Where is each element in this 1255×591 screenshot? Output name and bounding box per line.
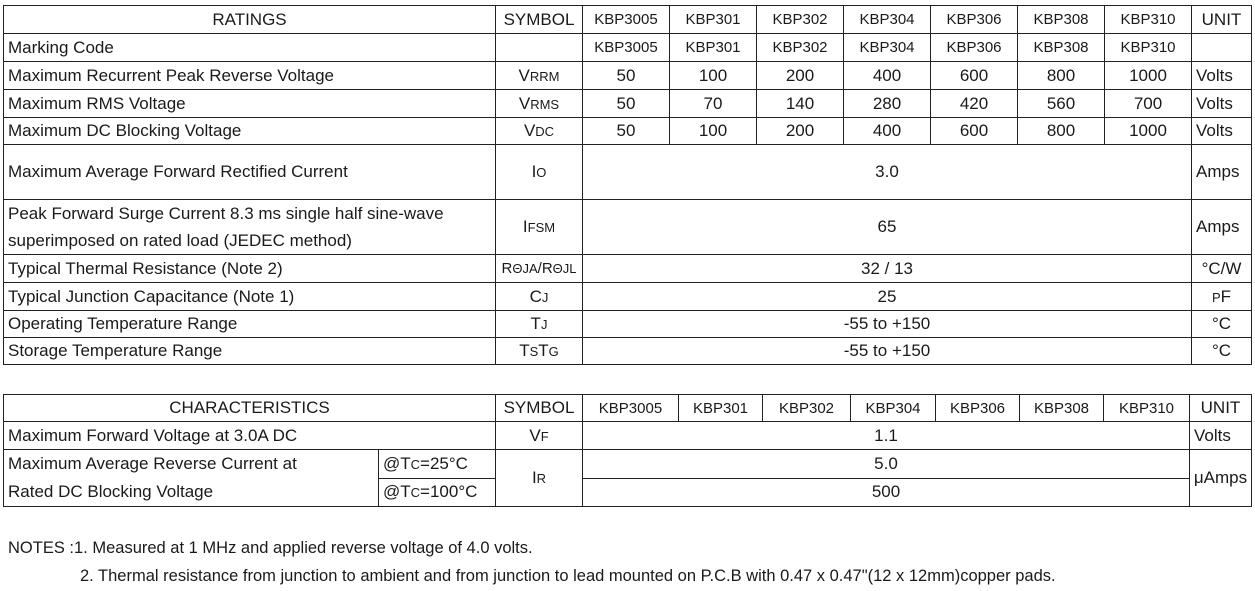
marking-code-cell: KBP302 [757,34,844,62]
symbol-main: T [538,341,549,360]
symbol-main: T [519,341,530,360]
value-cell: 65 [583,200,1192,255]
operating-temp-row [4,311,1252,338]
vf-row [4,422,1252,450]
symbol-separator: / [537,260,542,277]
vrrm-row [4,62,1252,90]
value-cell: 700 [1105,90,1192,118]
model-header: KBP301 [670,6,757,34]
symbol-sub: F [540,428,549,444]
vrms-row [4,90,1252,118]
ratings-header-row [4,6,1252,34]
model-header: KBP302 [763,395,851,422]
row-label: Operating Temperature Range [4,311,496,338]
value-cell: -55 to +150 [583,311,1192,338]
value-cell: 400 [844,118,931,145]
model-header: KBP3005 [583,395,679,422]
condition-sub: C [410,485,421,501]
vdc-row [4,118,1252,145]
model-header: KBP308 [1018,6,1105,34]
condition-cell [379,450,496,479]
symbol-main: C [529,286,542,306]
symbol-main: V [523,121,536,140]
unit-cell: Volts [1192,118,1252,145]
unit-cell: μAmps [1190,450,1252,507]
symbol-main: V [518,93,531,113]
ratings-table [3,5,1252,365]
condition-main: =25°C [420,453,468,473]
symbol-main: R [501,260,513,277]
unit-cell: Volts [1192,90,1252,118]
row-label-line: Maximum Average Reverse Current at [8,454,297,473]
symbol-sub: J [541,289,549,305]
symbol-sub: J [540,317,548,332]
symbol-sub: G [548,344,559,359]
symbol-cell [496,283,583,311]
value-cell: 280 [844,90,931,118]
symbol-main: V [529,425,541,445]
model-header: KBP304 [851,395,936,422]
symbol-main: R [541,260,553,277]
marking-code-cell: KBP310 [1105,34,1192,62]
condition-main: @T [383,482,411,502]
symbol-cell [496,62,583,90]
value-cell: 70 [670,90,757,118]
marking-code-cell: KBP308 [1018,34,1105,62]
value-cell: 100 [670,118,757,145]
symbol-sub: FSM [527,220,556,235]
value-cell: 1.1 [583,422,1190,450]
value-cell: 1000 [1105,118,1192,145]
value-cell: -55 to +150 [583,338,1192,365]
unit-cell: °C/W [1192,255,1252,283]
unit-cell [1192,34,1252,62]
row-label: Maximum Average Forward Rectified Current [4,145,496,200]
condition-main: @T [383,453,411,473]
note-1: NOTES :1. Measured at 1 MHz and applied reverse voltage of 4.0 volts. [8,539,533,557]
condition-sub: C [410,456,421,472]
symbol-main: V [518,65,530,85]
symbol-cell [496,311,583,338]
symbol-main: I [531,162,537,181]
unit-main: F [1220,286,1232,306]
value-cell: 600 [931,62,1018,90]
model-header: KBP308 [1020,395,1104,422]
model-header: KBP306 [936,395,1020,422]
symbol-sub: S [529,344,539,359]
symbol-cell [496,90,583,118]
symbol-sub: DC [535,124,555,139]
marking-code-cell: KBP304 [844,34,931,62]
row-label: Maximum Forward Voltage at 3.0A DC [4,422,496,450]
value-cell: 800 [1018,62,1105,90]
model-header: KBP306 [931,6,1018,34]
row-label: Maximum Recurrent Peak Reverse Voltage [4,62,496,90]
value-cell: 800 [1018,118,1105,145]
value-cell: 50 [583,90,670,118]
value-cell: 3.0 [583,145,1192,200]
row-label: Maximum DC Blocking Voltage [4,118,496,145]
characteristics-table [3,394,1252,507]
row-label-line: Peak Forward Surge Current 8.3 ms single half sine-wave [8,204,444,223]
row-label: Maximum RMS Voltage [4,90,496,118]
symbol-sub: RRM [529,68,560,84]
value-cell: 50 [583,118,670,145]
unit-sub: P [1211,289,1221,305]
symbol-main: T [530,314,541,333]
unit-cell: °C [1192,311,1252,338]
symbol-cell [496,145,583,200]
model-header: KBP310 [1105,6,1192,34]
symbol-cell [496,255,583,283]
value-cell: 200 [757,118,844,145]
thermal-resistance-row [4,255,1252,283]
symbol-cell [496,450,583,507]
value-cell: 560 [1018,90,1105,118]
row-label-line: superimposed on rated load (JEDEC method) [8,231,352,250]
model-header: KBP310 [1104,395,1190,422]
symbol-header: SYMBOL [496,6,583,34]
marking-code-cell: KBP301 [670,34,757,62]
symbol-sub: O [536,165,547,180]
condition-cell [379,478,496,507]
value-cell: 100 [670,62,757,90]
unit-cell: Amps [1192,145,1252,200]
symbol-sub: RMS [530,96,560,112]
row-label [4,200,496,255]
unit-cell: Amps [1192,200,1252,255]
row-label-line: Rated DC Blocking Voltage [8,482,214,501]
value-cell: 200 [757,62,844,90]
symbol-header: SYMBOL [496,395,583,422]
condition-main: =100°C [420,482,478,502]
model-header: KBP3005 [583,6,670,34]
characteristics-header-row [4,395,1252,422]
row-label: Marking Code [4,34,496,62]
note-2: 2. Thermal resistance from junction to ambient and from junction to lead mounted on P.C.B with 0.47 x 0.47"(12 x 12mm)copper pads. [80,567,1056,585]
value-cell: 420 [931,90,1018,118]
unit-header: UNIT [1192,6,1252,34]
row-label: Storage Temperature Range [4,338,496,365]
value-cell: 50 [583,62,670,90]
row-label: Typical Junction Capacitance (Note 1) [4,283,496,311]
capacitance-row [4,283,1252,311]
model-header: KBP304 [844,6,931,34]
symbol-sub: R [536,471,547,486]
unit-cell [1192,283,1252,311]
symbol-sub: ΘJL [552,261,577,276]
symbol-main: I [531,468,537,487]
unit-cell: Volts [1192,62,1252,90]
value-cell: 32 / 13 [583,255,1192,283]
value-cell: 1000 [1105,62,1192,90]
ratings-header-label: RATINGS [4,6,496,34]
symbol-cell [496,118,583,145]
symbol-main: I [522,217,528,236]
value-cell: 140 [757,90,844,118]
value-cell: 25 [583,283,1192,311]
value-cell: 5.0 [583,450,1190,479]
unit-cell: °C [1192,338,1252,365]
symbol-sub: ΘJA [512,261,538,276]
row-label [4,450,379,507]
value-cell: 500 [583,478,1190,507]
symbol-cell [496,338,583,365]
symbol-cell [496,422,583,450]
storage-temp-row [4,338,1252,365]
marking-code-row [4,34,1252,62]
model-header: KBP301 [679,395,763,422]
model-header: KBP302 [757,6,844,34]
marking-code-cell: KBP306 [931,34,1018,62]
value-cell: 400 [844,62,931,90]
symbol-cell [496,34,583,62]
row-label: Typical Thermal Resistance (Note 2) [4,255,496,283]
ifsm-row [4,200,1252,255]
symbol-cell [496,200,583,255]
value-cell: 600 [931,118,1018,145]
marking-code-cell: KBP3005 [583,34,670,62]
ir-row-25c [4,450,1252,479]
unit-cell: Volts [1190,422,1252,450]
unit-header: UNIT [1190,395,1252,422]
characteristics-header-label: CHARACTERISTICS [4,395,496,422]
io-row [4,145,1252,200]
